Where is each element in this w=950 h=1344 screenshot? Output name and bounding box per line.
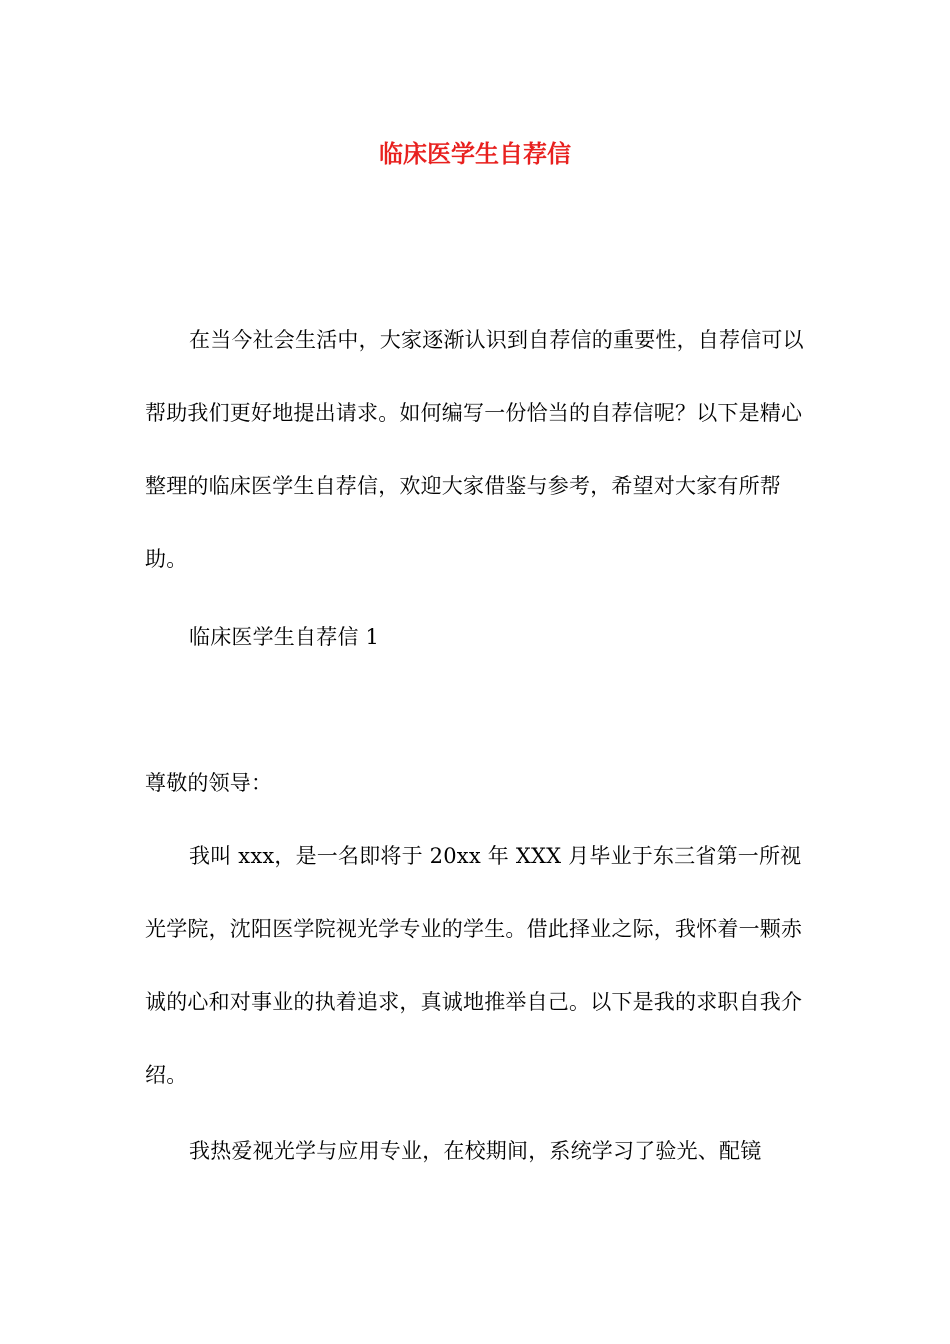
body-paragraph-2: 我热爱视光学与应用专业，在校期间，系统学习了验光、配镜 (189, 1139, 762, 1163)
intro-paragraph: 在当今社会生活中，大家逐渐认识到自荐信的重要性，自荐信可以帮助我们更好地提出请求。如何编写一份恰当的自荐信呢？以下是精心整理的临床医学生自荐信，欢迎大家借鉴与参考，希望对大家有所帮助。 (145, 328, 804, 571)
document-title: 临床医学生自荐信 (379, 140, 571, 168)
body-paragraph-1: 我叫 xxx，是一名即将于 20xx 年 XXX 月毕业于东三省第一所视光学院，沈阳医学院视光学专业的学生。借此择业之际，我怀着一颗赤诚的心和对事业的执着追求，真诚地推举自己。以下是我的求职自我介绍。 (145, 844, 803, 1087)
letter-heading: 临床医学生自荐信 1 (189, 625, 380, 649)
salutation: 尊敬的领导： (145, 771, 273, 795)
